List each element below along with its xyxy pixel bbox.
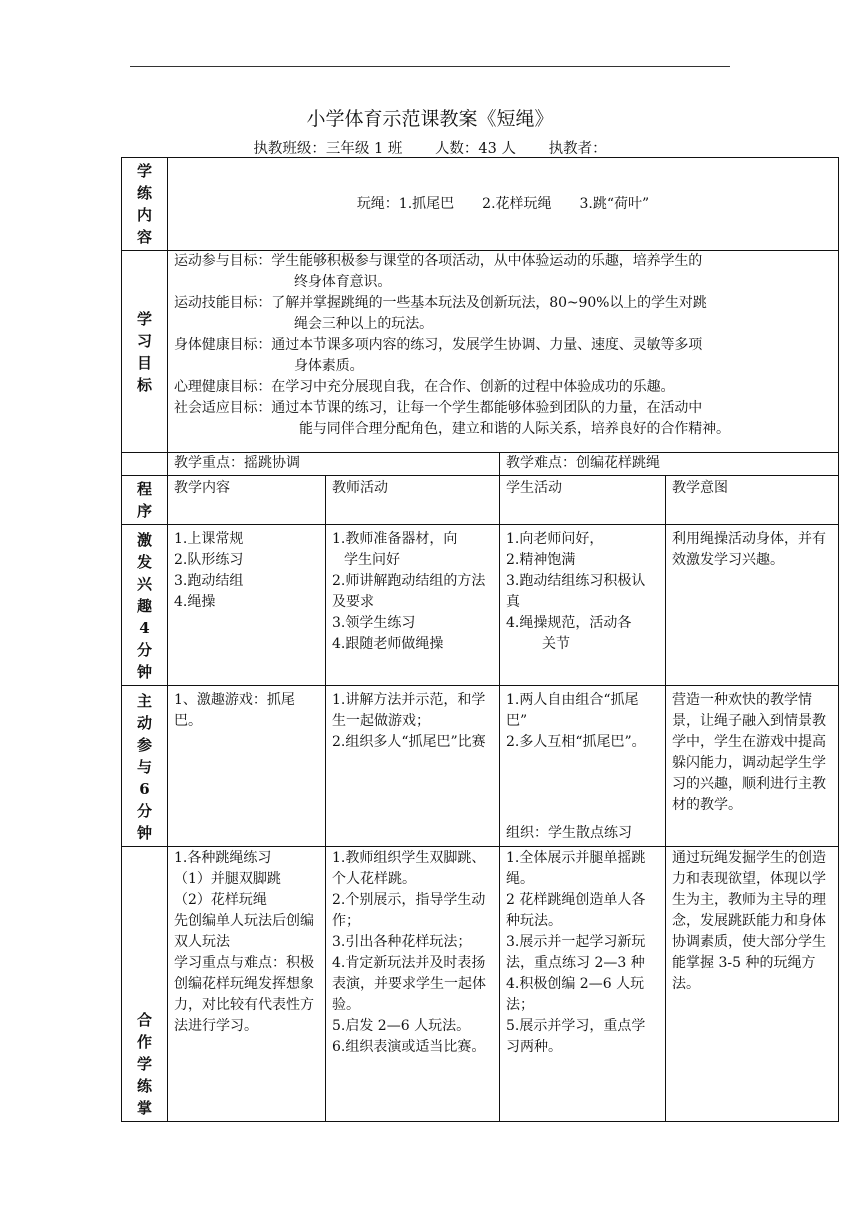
student-count: 人数：43 人: [434, 141, 516, 157]
stage-row-1: [122, 525, 839, 686]
lesson-meta: [0, 137, 860, 158]
stage-1-teacher: 1.教师准备器材，向 学生问好 2.师讲解跑动结组的方法及要求 3.领学生练习 4.跟随老师做绳操: [326, 525, 500, 686]
goals-row: [122, 251, 839, 453]
stage-3-teacher: 1.教师组织学生双脚跳、个人花样跳。 2.个别展示，指导学生动作； 3.引出各种花样玩法； 4.肯定新玩法并及时表扬表演，并要求学生一起体验。 5.启发 2—6 人玩法。 6.组织表演或适当比赛。: [326, 847, 500, 1122]
goal-2: 运动技能目标：了解并掌握跳绳的一些基本玩法及创新玩法，80~90%以上的学生对跳: [174, 295, 707, 311]
stage-1-label: 激发兴趣4分钟: [122, 525, 168, 686]
lesson-plan-table: [121, 157, 839, 1122]
stage-1-student: 1.向老师问好， 2.精神饱满 3.跑动结组练习积极认真 4.绳操规范，活动各 关节: [500, 525, 666, 686]
header-student: 学生活动: [500, 476, 666, 525]
content-label: 学练内容: [122, 158, 168, 251]
stage-1-content: 1.上课常规 2.队形练习 3.跑动结组 4.绳操: [168, 525, 326, 686]
header-teacher: 教师活动: [326, 476, 500, 525]
content-row: [122, 158, 839, 251]
header-row: [122, 476, 839, 525]
goal-1: 运动参与目标：学生能够积极参与课堂的各项活动，从中体验运动的乐趣，培养学生的: [174, 253, 703, 269]
stage-2-teacher: 1.讲解方法并示范，和学生一起做游戏； 2.组织多人“抓尾巴”比赛: [326, 686, 500, 847]
goal-3: 身体健康目标：通过本节课多项内容的练习，发展学生协调、力量、速度、灵敏等多项: [174, 337, 703, 353]
stage-2-label: 主动参与6分钟: [122, 686, 168, 847]
header-program: 程序: [122, 476, 168, 525]
stage-3-label: 合作学练掌: [122, 847, 168, 1122]
goal-5-cont: 能与同伴合理分配角色，建立和谐的人际关系，培养良好的合作精神。: [299, 421, 730, 437]
page-title: 小学体育示范课教案《短绳》: [306, 108, 554, 130]
stage-2-content: 1、激趣游戏：抓尾巴。: [168, 686, 326, 847]
stage-2-student: 1.两人自由组合“抓尾巴” 2.多人互相“抓尾巴”。 组织：学生散点练习: [500, 686, 666, 847]
header-intent: 教学意图: [666, 476, 839, 525]
difficulty-point: 教学难点：创编花样跳绳: [500, 453, 839, 476]
goal-4: 心理健康目标：在学习中充分展现自我，在合作、创新的过程中体验成功的乐趣。: [174, 379, 675, 395]
goal-1-cont: 终身体育意识。: [294, 274, 392, 290]
goal-3-cont: 身体素质。: [294, 358, 364, 374]
goals-list: [168, 251, 839, 453]
stage-3-intent: 通过玩绳发掘学生的创造力和表现欲望，体现以学生为主，教师为主导的理念，发展跳跃能力和身体协调素质，使大部分学生能掌握 3-5 种的玩绳方法。: [666, 847, 839, 1122]
class-info: 执教班级：三年级 1 班: [253, 141, 403, 157]
key-point: 教学重点：摇跳协调: [168, 453, 500, 476]
stage-row-2: [122, 686, 839, 847]
header-rule: [130, 66, 730, 67]
stage-3-student: 1.全体展示并腿单摇跳绳。 2 花样跳绳创造单人各种玩法。 3.展示并一起学习新玩法，重点练习 2—3 种 4.积极创编 2—6 人玩法； 5.展示并学习，重点学习两种。: [500, 847, 666, 1122]
goal-5: 社会适应目标：通过本节课的练习，让每一个学生都能够体验到团队的力量，在活动中: [174, 400, 703, 416]
header-content: 教学内容: [168, 476, 326, 525]
stage-3-content: 1.各种跳绳练习 （1）并腿双脚跳 （2）花样玩绳 先创编单人玩法后创编双人玩法 学习重点与难点：积极创编花样玩绳发挥想象力，对比较有代表性方法进行学习。: [168, 847, 326, 1122]
organization-note: 组织：学生散点练习: [506, 825, 632, 841]
stage-row-3: [122, 847, 839, 1122]
content-text: 玩绳：1.抓尾巴 2.花样玩绳 3.跳“荷叶”: [168, 158, 839, 251]
teacher-info: 执教者：: [548, 141, 607, 157]
stage-1-intent: 利用绳操活动身体，并有效激发学习兴趣。: [666, 525, 839, 686]
stage-2-intent: 营造一种欢快的教学情景，让绳子融入到情景教学中，学生在游戏中提高躲闪能力，调动起学生学习的兴趣，顺利进行主教材的教学。: [666, 686, 839, 847]
goals-label: 学习目标: [122, 251, 168, 453]
key-row: [122, 453, 839, 476]
goal-2-cont: 绳会三种以上的玩法。: [294, 316, 433, 332]
